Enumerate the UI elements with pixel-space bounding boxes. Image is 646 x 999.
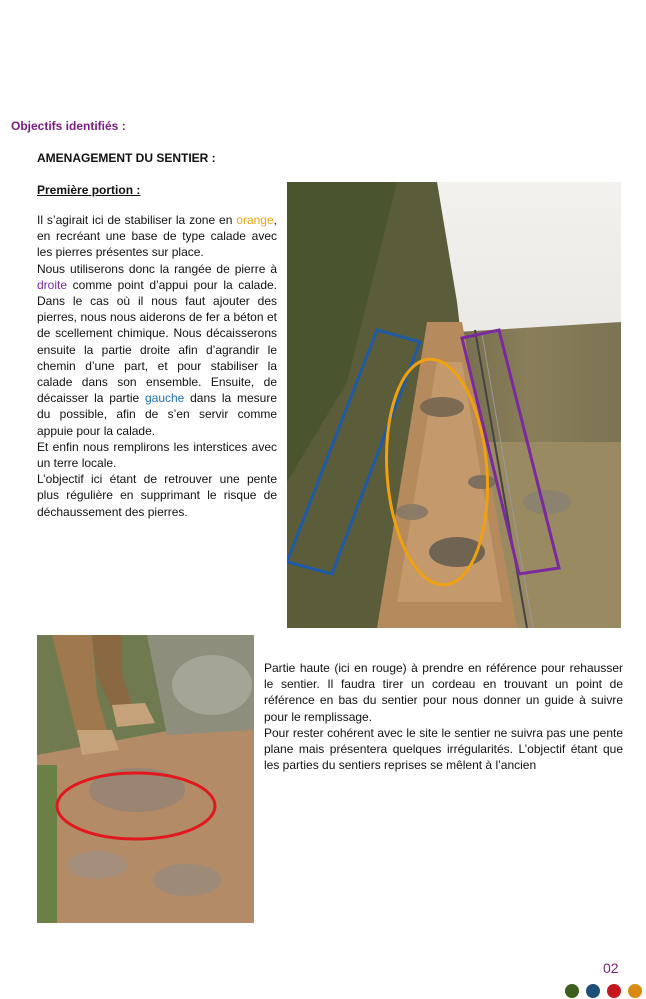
- description-paragraph-2: [264, 660, 623, 773]
- highlight-blue: gauche: [144, 391, 185, 406]
- para1-sentence-2: [37, 261, 277, 439]
- trail-photo-annotated: [287, 182, 621, 628]
- text-run: Nous utiliserons donc la rangée de pierre à: [37, 261, 277, 276]
- highlight-orange: orange: [236, 213, 274, 227]
- subsection-title: AMENAGEMENT DU SENTIER :: [37, 151, 216, 165]
- para1-sentence-4: L’objectif ici étant de retrouver une pente plus régulière en supprimant le risque de déchaussement des pierres.: [37, 472, 277, 519]
- section-title: Objectifs identifiés :: [11, 119, 126, 133]
- stones-photo-annotated: [37, 635, 254, 923]
- text-run: Il s’agirait ici de stabiliser la zone en: [37, 213, 237, 227]
- text-run: , en recréant une base de type calade avec les pierres présentes sur place.: [37, 213, 277, 260]
- dot-red: [607, 984, 621, 998]
- highlight-purple: droite: [37, 277, 68, 292]
- text-run: dans la mesure du possible, afin de s’en servir comme appuie pour la calade.: [37, 391, 277, 438]
- para2-sentence-1: Partie haute (ici en rouge) à prendre en référence pour rehausser le sentier. Il faudra tirer un cordeau en trouvant un point de référence en bas du sentier pour nous donner un guide à suivre pour le remplissage.: [264, 661, 623, 724]
- dot-orange: [628, 984, 642, 998]
- para2-sentence-2: Pour rester cohérent avec le site le sentier ne suivra pas une pente plane mais présentera quelques irrégularités. L’objectif étant que les parties du sentiers reprises se mêlent à l’ancien: [264, 725, 623, 773]
- dot-green: [565, 984, 579, 998]
- logo-dots: [564, 983, 644, 999]
- text-run: comme point d’appui pour la calade. Dans le cas où il nous faut ajouter des pierres, nous nous aiderons de fer a béton et de scellement chimique. Nous décaisserons ensuite la partie droite afin d’agrandir le chemin d’une part, et pour stabiliser la calade dans son ensemble. Ensuite, de décaisser la partie: [37, 277, 277, 406]
- dot-blue: [586, 984, 600, 998]
- para1-sentence-3: Et enfin nous remplirons les interstices avec un terre locale.: [37, 439, 277, 471]
- description-paragraph-1: [37, 212, 277, 520]
- page-number: 02: [603, 960, 619, 976]
- para1-sentence-1: [37, 212, 277, 261]
- portion-title: Première portion :: [37, 183, 141, 197]
